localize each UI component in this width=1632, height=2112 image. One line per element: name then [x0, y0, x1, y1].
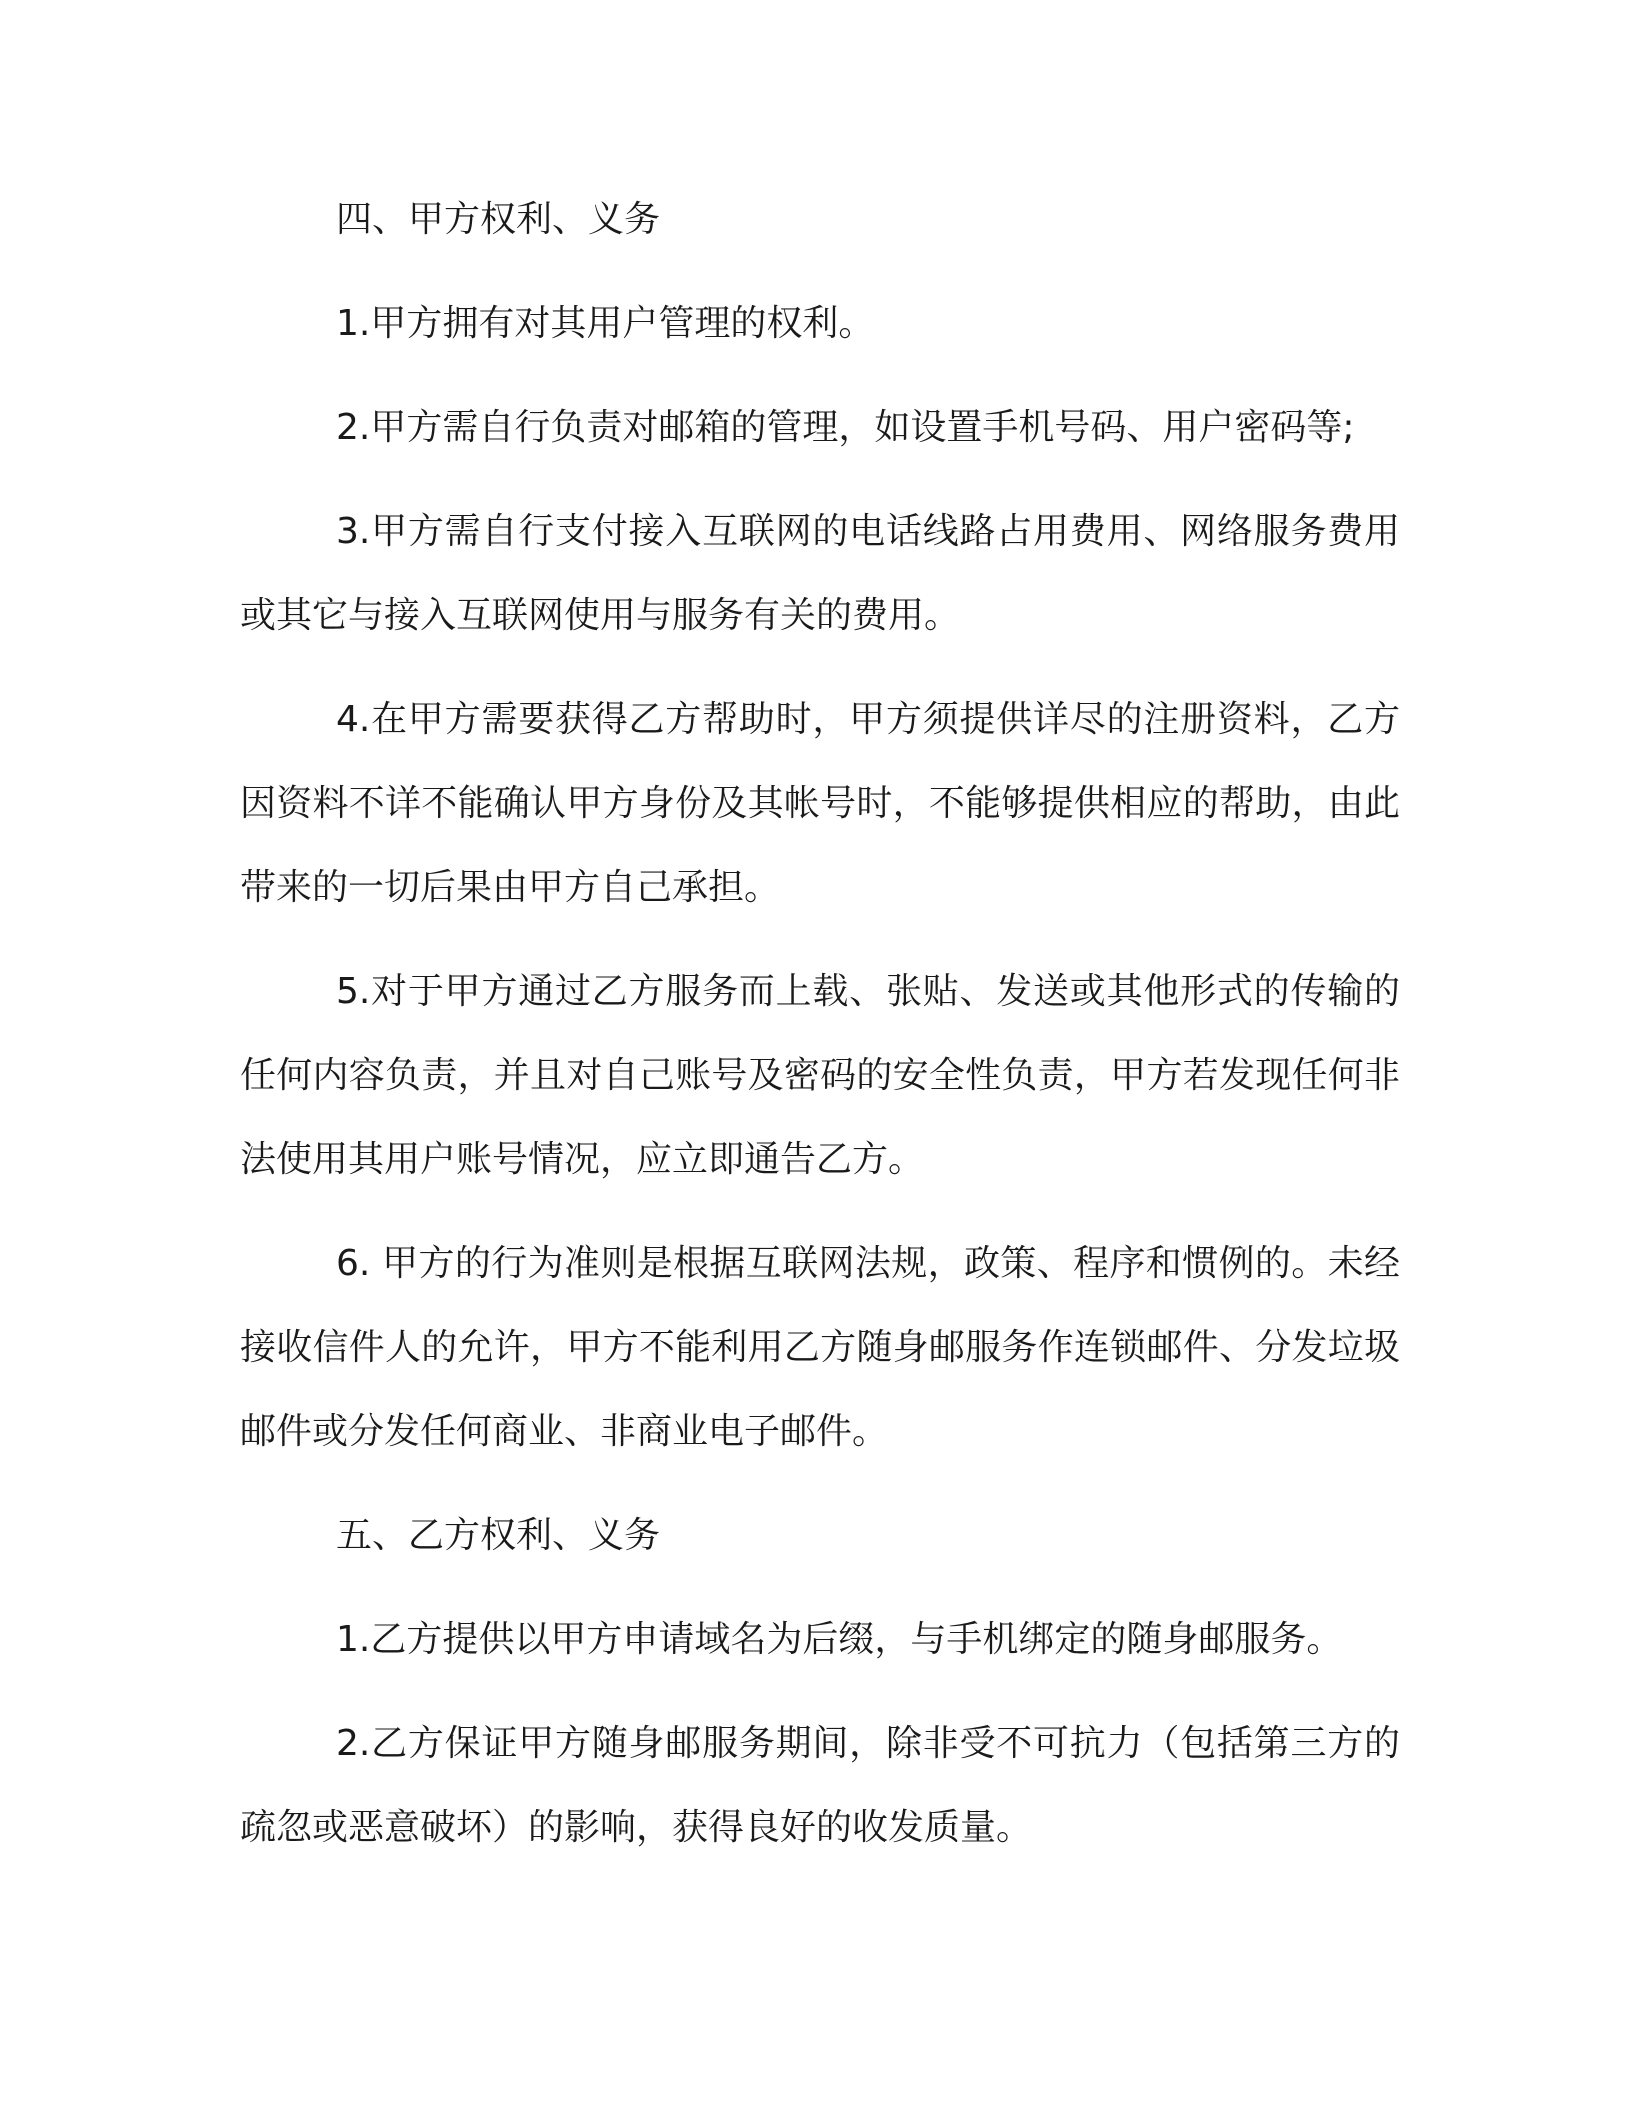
section-heading-party-b: 五、乙方权利、义务 [336, 1515, 661, 1556]
clause-a-6: 6. 甲方的行为准则是根据互联网法规，政策、程序和惯例的。未经接收信件人的允许，甲方不能利用乙方随身邮服务作连锁邮件、分发垃圾邮件或分发任何商业、非商业电子邮件。 [240, 1243, 1400, 1452]
clause-b-1: 1.乙方提供以甲方申请域名为后缀，与手机绑定的随身邮服务。 [336, 1619, 1343, 1660]
clause-a-5: 5.对于甲方通过乙方服务而上载、张贴、发送或其他形式的传输的任何内容负责，并且对自己账号及密码的安全性负责，甲方若发现任何非法使用其用户账号情况，应立即通告乙方。 [240, 971, 1400, 1180]
clause-b-2: 2.乙方保证甲方随身邮服务期间，除非受不可抗力（包括第三方的疏忽或恶意破坏）的影响，获得良好的收发质量。 [240, 1723, 1400, 1848]
clause-a-3: 3.甲方需自行支付接入互联网的电话线路占用费用、网络服务费用或其它与接入互联网使用与服务有关的费用。 [240, 511, 1400, 636]
clause-a-4: 4.在甲方需要获得乙方帮助时，甲方须提供详尽的注册资料，乙方因资料不详不能确认甲方身份及其帐号时，不能够提供相应的帮助，由此带来的一切后果由甲方自己承担。 [240, 699, 1400, 908]
clause-a-1: 1.甲方拥有对其用户管理的权利。 [336, 303, 875, 344]
section-heading-party-a: 四、甲方权利、义务 [336, 199, 661, 240]
document-page [240, 178, 1400, 1890]
clause-a-2: 2.甲方需自行负责对邮箱的管理，如设置手机号码、用户密码等; [336, 407, 1355, 448]
